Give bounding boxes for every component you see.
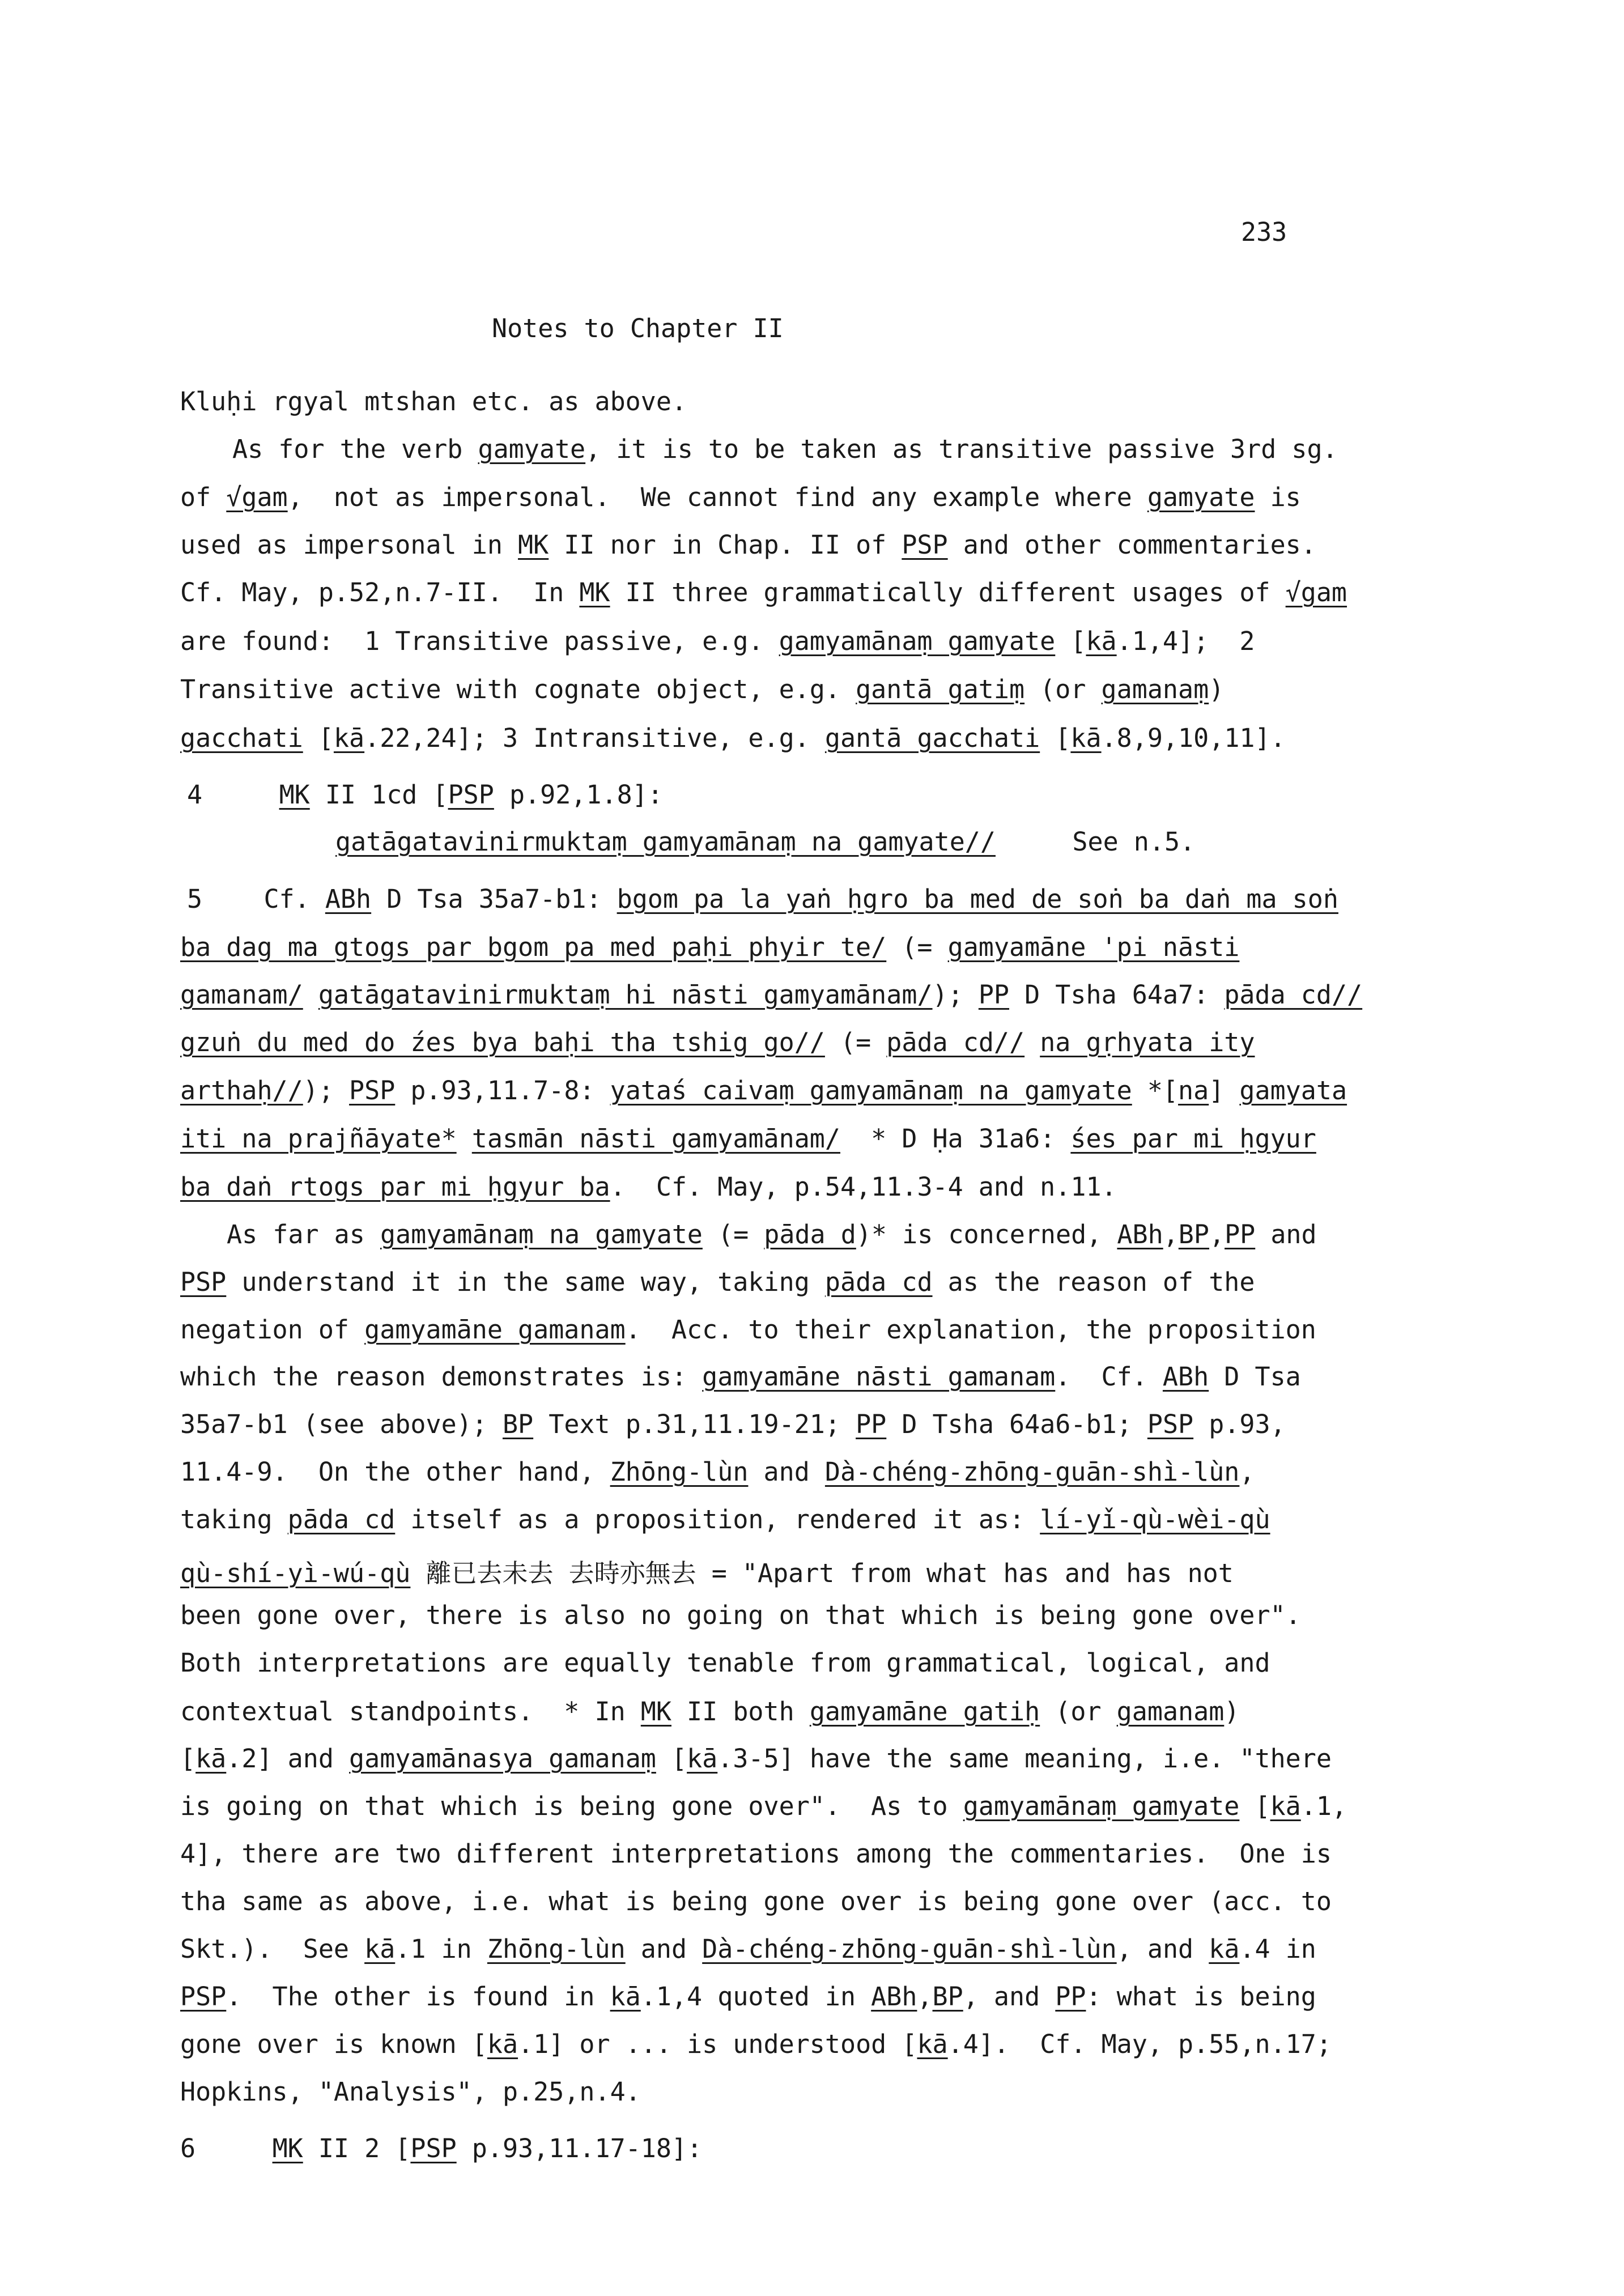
underlined-term: kā — [610, 1982, 641, 2012]
text-run: Transitive active with cognate object, e.g. — [180, 674, 856, 704]
underlined-term: arthaḥ// — [180, 1075, 303, 1106]
underlined-term: iti na prajñāyate* — [180, 1124, 457, 1154]
underlined-term: BP — [932, 1982, 963, 2012]
text-line — [180, 1457, 1255, 1487]
text-run — [410, 1558, 426, 1588]
underlined-term: gamyata — [1239, 1075, 1347, 1106]
underlined-term: gantā gacchati — [824, 723, 1040, 753]
text-run: D Tsa 35a7-b1: — [371, 884, 617, 914]
text-line — [180, 1553, 1234, 1589]
underlined-term: Zhōng-lùn — [610, 1457, 749, 1487]
underlined-term: pāda cd — [824, 1267, 933, 1297]
text-run: . Acc. to their explanation, the proposition — [625, 1315, 1316, 1345]
text-run: .22,24]; 3 Intransitive, e.g. — [364, 723, 825, 753]
underlined-term: ba daṅ rtogs par mi ḥgyur ba — [180, 1172, 610, 1202]
text-run: .1,4 quoted in — [640, 1982, 871, 2012]
text-run: 6 — [180, 2133, 273, 2163]
text-run: .8,9,10,11]. — [1101, 723, 1286, 753]
text-run: II both — [671, 1697, 810, 1727]
text-run: As far as — [227, 1219, 380, 1249]
text-run: II three grammatically different usages of — [610, 577, 1286, 607]
text-run: .3-5] have the same meaning, i.e. "there — [717, 1744, 1332, 1774]
underlined-term: ABh — [325, 884, 372, 914]
underlined-term: ABh — [1117, 1219, 1163, 1249]
text-run: . Cf. May, p.54,11.3-4 and n.11. — [610, 1172, 1117, 1202]
underlined-term: MK — [640, 1697, 671, 1727]
underlined-term: gatāgatavinirmuktaṃ gamyamānaṃ na gamyate// — [335, 827, 996, 857]
text-run: itself as a proposition, rendered it as: — [395, 1504, 1040, 1534]
text-run: = "Apart from what has and has not — [696, 1558, 1234, 1588]
text-run: 4 — [187, 780, 279, 810]
text-run: , — [1163, 1219, 1179, 1249]
underlined-term: pāda d — [764, 1219, 856, 1249]
text-run: .1,4]; 2 — [1116, 626, 1255, 656]
text-line — [187, 780, 663, 810]
underlined-term: gacchati — [180, 723, 303, 753]
text-run: Text p.31,11.19-21; — [533, 1409, 856, 1439]
text-line — [180, 2133, 702, 2163]
text-run: Hopkins, "Analysis", p.25,n.4. — [180, 2077, 641, 2107]
underlined-term: kā — [1270, 1791, 1301, 1821]
text-run: p.93,11.7-8: — [395, 1075, 610, 1106]
underlined-term: na gṛhyata ity — [1040, 1027, 1255, 1057]
underlined-term: Zhōng-lùn — [487, 1934, 626, 1964]
underlined-term: MK — [518, 530, 549, 560]
text-run: [ — [1040, 723, 1071, 753]
text-run: (= — [886, 932, 948, 962]
underlined-term: kā — [687, 1744, 718, 1774]
underlined-term: gamyate — [1147, 482, 1255, 512]
underlined-term: pāda cd// — [1224, 980, 1363, 1010]
underlined-term: gamyamāne nāsti gamanam — [702, 1362, 1056, 1392]
text-run: (or — [1024, 674, 1102, 704]
text-run: D Tsha 64a7: — [1009, 980, 1225, 1010]
text-run: as the reason of the — [932, 1267, 1255, 1297]
underlined-term: PSP — [902, 530, 948, 560]
underlined-term: pāda cd// — [886, 1027, 1025, 1057]
underlined-term: kā — [364, 1934, 396, 1964]
text-line — [180, 932, 1239, 962]
text-run: , not as impersonal. We cannot find any example where — [287, 482, 1147, 512]
text-run: used as impersonal in — [180, 530, 518, 560]
text-run: See n.5. — [995, 827, 1196, 857]
text-run: [ — [1239, 1791, 1270, 1821]
underlined-term: PP — [1225, 1219, 1256, 1249]
underlined-term: PSP — [1147, 1409, 1194, 1439]
text-run: taking — [180, 1504, 288, 1534]
underlined-term: kā — [195, 1744, 227, 1774]
underlined-term: kā — [1086, 626, 1117, 656]
text-run: tha same as above, i.e. what is being gone over is being gone over (acc. to — [180, 1886, 1332, 1916]
text-run: (= — [824, 1027, 887, 1057]
underlined-term: MK — [272, 2133, 303, 2163]
text-run: .1] or ... is understood [ — [518, 2029, 917, 2059]
underlined-term: Dà-chéng-zhōng-guān-shì-lùn — [702, 1934, 1117, 1964]
text-run: 35a7-b1 (see above); — [180, 1409, 503, 1439]
text-line — [180, 1697, 1239, 1727]
underlined-term: bgom pa la yaṅ ḥgro ba med de soṅ ba daṅ ma soṅ — [617, 884, 1338, 914]
text-run: contextual standpoints. * In — [180, 1697, 641, 1727]
text-run: ) — [1209, 674, 1225, 704]
text-run: is — [1255, 482, 1301, 512]
underlined-term: gamyamānaṃ na gamyate — [380, 1219, 703, 1249]
text-run: *[ — [1132, 1075, 1179, 1106]
underlined-term: PP — [978, 980, 1010, 1010]
text-run: ) — [1224, 1697, 1240, 1727]
underlined-term: gamyamānaṃ gamyate — [963, 1791, 1240, 1821]
page-number: 233 — [1241, 217, 1287, 247]
text-run: 11.4-9. On the other hand, — [180, 1457, 610, 1487]
text-line — [180, 980, 1362, 1010]
text-run: p.93, — [1193, 1409, 1286, 1439]
text-run: [ — [1055, 626, 1086, 656]
text-run: and — [1255, 1219, 1317, 1249]
text-line — [180, 577, 1347, 607]
underlined-term: PP — [856, 1409, 887, 1439]
text-line — [180, 1409, 1286, 1439]
text-line — [180, 482, 1301, 512]
underlined-term: kā — [917, 2029, 948, 2059]
text-line — [232, 434, 1338, 464]
text-run: which the reason demonstrates is: — [180, 1362, 703, 1392]
underlined-term: PSP — [448, 780, 494, 810]
text-run: (or — [1040, 1697, 1117, 1727]
underlined-term: PSP — [180, 1267, 227, 1297]
text-line — [180, 2077, 641, 2107]
text-line — [180, 1791, 1347, 1821]
underlined-term: PSP — [349, 1075, 396, 1106]
text-line — [180, 1124, 1316, 1154]
text-run: . Cf. — [1055, 1362, 1163, 1392]
text-run: II 2 [ — [303, 2133, 411, 2163]
text-run: , — [1209, 1219, 1225, 1249]
text-line — [180, 1600, 1301, 1630]
text-line — [180, 2029, 1332, 2059]
chinese-text: 離已去未去 — [426, 1558, 554, 1588]
text-run: ] — [1209, 1075, 1240, 1106]
underlined-term: ABh — [1162, 1362, 1209, 1392]
underlined-term: yataś caivaṃ gamyamānaṃ na gamyate — [610, 1075, 1132, 1106]
text-line — [180, 1027, 1255, 1057]
text-line — [187, 884, 1338, 914]
text-run: .1 in — [395, 1934, 487, 1964]
text-run: 4], there are two different interpretations among the commentaries. One is — [180, 1839, 1332, 1869]
underlined-term: kā — [1070, 723, 1102, 753]
underlined-term: gatāgatavinirmuktaṃ hi nāsti gamyamānam/ — [318, 980, 933, 1010]
underlined-term: PSP — [410, 2133, 457, 2163]
text-run: of — [180, 482, 227, 512]
text-run: gone over is known [ — [180, 2029, 487, 2059]
text-run: , and — [1116, 1934, 1209, 1964]
text-line — [180, 1934, 1316, 1964]
underlined-term: BP — [1178, 1219, 1209, 1249]
text-line — [180, 1075, 1347, 1106]
underlined-term: gamanam — [1116, 1697, 1225, 1727]
text-run: [ — [303, 723, 334, 753]
text-line — [180, 386, 687, 416]
text-run: Kluḥi rgyal mtshan etc. as above. — [180, 386, 687, 416]
text-run: )* is concerned, — [856, 1219, 1117, 1249]
text-run: , — [1239, 1457, 1255, 1487]
text-run: ); — [932, 980, 979, 1010]
text-run: and — [748, 1457, 825, 1487]
text-run: understand it in the same way, taking — [226, 1267, 825, 1297]
text-line — [180, 1362, 1301, 1392]
text-run: and — [625, 1934, 703, 1964]
underlined-term: gamanam/ — [180, 980, 303, 1010]
underlined-term: PSP — [180, 1982, 227, 2012]
underlined-term: gzuṅ du med do źes bya baḥi tha tshig go// — [180, 1027, 825, 1057]
text-line — [227, 1219, 1317, 1249]
page-title: Notes to Chapter II — [492, 313, 784, 343]
underlined-term: gamanaṃ — [1101, 674, 1209, 704]
underlined-term: gamyamāne 'pi nāsti — [947, 932, 1240, 962]
text-run: . The other is found in — [226, 1982, 610, 2012]
text-line — [335, 827, 1195, 857]
text-line — [180, 1504, 1270, 1534]
underlined-term: kā — [487, 2029, 518, 2059]
underlined-term: √gam — [1285, 577, 1347, 607]
underlined-term: gamyamānaṃ gamyate — [779, 626, 1056, 656]
text-run: are found: 1 Transitive passive, e.g. — [180, 626, 779, 656]
text-line — [180, 1315, 1316, 1345]
underlined-term: lí-yǐ-qù-wèi-qù — [1040, 1504, 1270, 1534]
text-run: 5 Cf. — [187, 884, 325, 914]
text-run: Cf. May, p.52,n.7-II. In — [180, 577, 580, 607]
text-run: Skt.). See — [180, 1934, 365, 1964]
underlined-term: na — [1178, 1075, 1209, 1106]
text-run: D Tsha 64a6-b1; — [886, 1409, 1147, 1439]
text-line — [180, 1982, 1316, 2012]
text-run: .4 in — [1239, 1934, 1316, 1964]
text-line — [180, 1744, 1332, 1774]
text-run: .4]. Cf. May, p.55,n.17; — [947, 2029, 1332, 2059]
underlined-term: tasmān nāsti gamyamānam/ — [471, 1124, 840, 1154]
text-line — [180, 1172, 1117, 1202]
text-line — [180, 1886, 1332, 1916]
text-run: * D Ḥa 31a6: — [840, 1124, 1071, 1154]
text-run: ); — [303, 1075, 350, 1106]
underlined-term: kā — [333, 723, 365, 753]
text-run: .1, — [1300, 1791, 1347, 1821]
text-run: II 1cd [ — [309, 780, 448, 810]
underlined-term: MK — [579, 577, 610, 607]
text-run — [1024, 1027, 1040, 1057]
underlined-term: gamyamānasya gamanaṃ — [349, 1744, 656, 1774]
text-run: , — [917, 1982, 933, 2012]
text-run: II nor in Chap. II of — [549, 530, 902, 560]
underlined-term: pāda cd — [287, 1504, 396, 1534]
underlined-term: ba dag ma gtogs par bgom pa med paḥi phyir te/ — [180, 932, 887, 962]
text-run: .2] and — [226, 1744, 350, 1774]
text-run: , it is to be taken as transitive passive 3rd sg. — [585, 434, 1338, 464]
underlined-term: PP — [1055, 1982, 1086, 2012]
underlined-term: ABh — [871, 1982, 917, 2012]
text-line — [180, 1839, 1332, 1869]
text-run: Both interpretations are equally tenable from grammatical, logical, and — [180, 1648, 1270, 1678]
text-run: [ — [180, 1744, 196, 1774]
text-run — [303, 980, 318, 1010]
underlined-term: kā — [1209, 1934, 1240, 1964]
text-run: (= — [702, 1219, 764, 1249]
text-run: D Tsa — [1209, 1362, 1301, 1392]
text-line — [180, 626, 1255, 656]
text-run: : what is being — [1086, 1982, 1316, 2012]
text-run: [ — [656, 1744, 687, 1774]
text-run: p.93,11.17-18]: — [456, 2133, 703, 2163]
underlined-term: gamyamāne gamanam — [364, 1315, 626, 1345]
text-run: , and — [963, 1982, 1056, 2012]
text-line — [180, 723, 1286, 753]
underlined-term: Dà-chéng-zhōng-guān-shì-lùn — [824, 1457, 1240, 1487]
text-run: As for the verb — [232, 434, 478, 464]
text-line — [180, 1648, 1270, 1678]
text-run: is going on that which is being gone over". As to — [180, 1791, 963, 1821]
underlined-term: gantā gatiṃ — [856, 674, 1025, 704]
text-run: negation of — [180, 1315, 365, 1345]
text-run — [457, 1124, 472, 1154]
text-run: been gone over, there is also no going on that which is being gone over". — [180, 1600, 1301, 1630]
text-line — [180, 530, 1316, 560]
underlined-term: gamyate — [478, 434, 586, 464]
underlined-term: MK — [279, 780, 310, 810]
underlined-term: qù-shí-yì-wú-qù — [180, 1558, 411, 1588]
text-line — [180, 674, 1224, 704]
underlined-term: gamyamāne gatiḥ — [809, 1697, 1040, 1727]
underlined-term: √gam — [226, 482, 288, 512]
chinese-text: 去時亦無去 — [568, 1558, 696, 1588]
underlined-term: śes par mi ḥgyur — [1070, 1124, 1316, 1154]
underlined-term: BP — [502, 1409, 534, 1439]
text-line — [180, 1267, 1255, 1297]
text-run: and other commentaries. — [947, 530, 1316, 560]
text-run: p.92,1.8]: — [494, 780, 663, 810]
text-run — [554, 1558, 569, 1588]
